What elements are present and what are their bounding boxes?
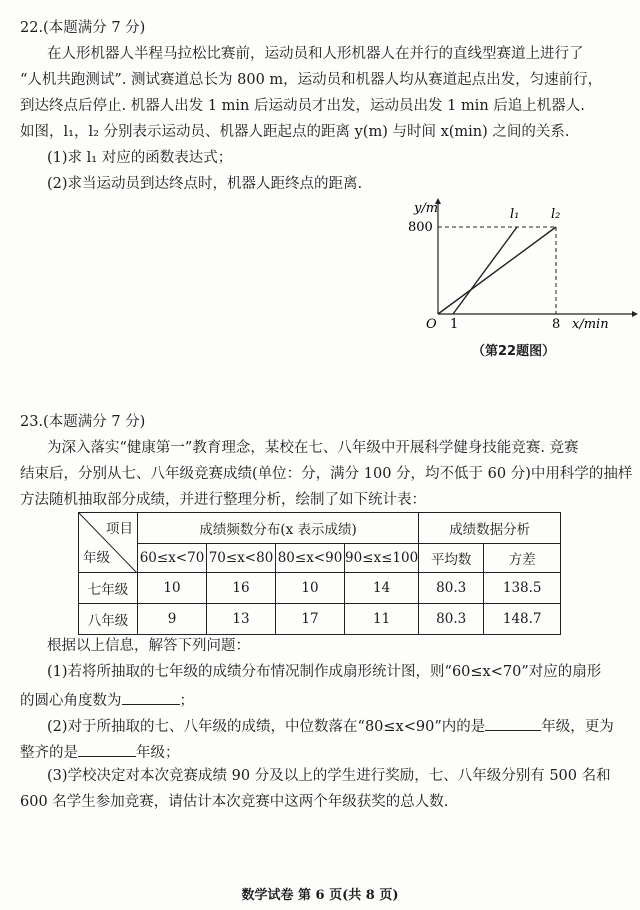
table-cell: 10 xyxy=(138,573,207,604)
table-cell: 17 xyxy=(276,604,345,635)
table-cell: 138.5 xyxy=(484,573,561,604)
q22-text-line-4: 如图，l₁，l₂ 分别表示运动员、机器人距起点的距离 y(m) 与时间 x(min) 之间的关系. xyxy=(20,124,570,140)
q22-text-line-2: “人机共跑测试”. 测试赛道总长为 800 m，运动员和机器人均从赛道起点出发，匀速前行， xyxy=(20,72,603,88)
table-corner-cell xyxy=(79,513,138,573)
origin-label: O xyxy=(426,317,437,332)
q22-subquestion-2: (2)求当运动员到达终点时，机器人距终点的距离. xyxy=(47,176,363,192)
answer-blank-consistent-grade[interactable] xyxy=(78,740,136,757)
table-cell: 80.3 xyxy=(419,604,484,635)
table-row xyxy=(79,573,561,604)
page-footer: 数学试卷 第 6 页(共 8 页) xyxy=(241,888,399,903)
table-cell: 80.3 xyxy=(419,573,484,604)
x-tick-1: 1 xyxy=(450,317,459,332)
corner-label-grade: 年级 xyxy=(83,550,110,566)
table-cell: 10 xyxy=(276,573,345,604)
x-axis-arrow xyxy=(632,311,638,317)
col-header-60-70: 60≤x<70 xyxy=(138,544,207,573)
table-cell: 16 xyxy=(207,573,276,604)
q22-subquestion-1: (1)求 l₁ 对应的函数表达式； xyxy=(47,150,233,166)
l2-label: l₂ xyxy=(551,207,561,222)
q23-stats-table xyxy=(78,512,561,635)
x-axis-label: x/min xyxy=(572,317,609,332)
q23-s1-text: 的圆心角度数为 xyxy=(20,693,122,709)
table-row xyxy=(79,604,561,635)
q23-text-line-2: 结束后，分别从七、八年级竞赛成绩(单位：分，满分 100 分，均不低于 60 分)中用科学的抽样 xyxy=(20,466,633,482)
x-tick-8: 8 xyxy=(552,317,561,332)
answer-blank-median-grade[interactable] xyxy=(485,714,541,731)
q22-text-line-1: 在人形机器人半程马拉松比赛前，运动员和人形机器人在并行的直线型赛道上进行了 xyxy=(47,46,584,62)
q23-heading: 23.(本题满分 7 分) xyxy=(20,414,146,430)
q23-subquestion-1-line-2 xyxy=(20,688,194,711)
col-header-mean: 平均数 xyxy=(419,544,484,573)
q23-subquestion-2-line-1 xyxy=(47,714,614,737)
q23-subquestion-2-line-2 xyxy=(20,740,180,763)
q22-heading: 22.(本题满分 7 分) xyxy=(20,20,146,36)
col-header-90-100: 90≤x≤100 xyxy=(345,544,419,573)
q23-s2b-text: 整齐的是 xyxy=(20,745,78,761)
col-header-70-80: 70≤x<80 xyxy=(207,544,276,573)
col-header-variance: 方差 xyxy=(484,544,561,573)
q23-subquestion-1-line-1: (1)若将所抽取的七年级的成绩分布情况制作成扇形统计图，则“60≤x<70”对应的扇形 xyxy=(47,664,602,680)
header-frequency-group: 成绩频数分布(x 表示成绩) xyxy=(138,513,419,544)
q23-s2b-end: 年级； xyxy=(136,745,180,761)
q23-instructions: 根据以上信息，解答下列问题： xyxy=(47,638,250,654)
row-grade-label: 八年级 xyxy=(79,604,138,635)
l1-label: l₁ xyxy=(510,207,520,222)
table-cell: 13 xyxy=(207,604,276,635)
q23-s2-text: (2)对于所抽取的七、八年级的成绩，中位数落在“80≤x<90”内的是 xyxy=(47,719,486,735)
q23-text-line-3: 方法随机抽取部分成绩，并进行整理分析，绘制了如下统计表： xyxy=(20,492,426,508)
table-cell: 14 xyxy=(345,573,419,604)
q23-text-line-1: 为深入落实“健康第一”教育理念，某校在七、八年级中开展科学健身技能竞赛. 竞赛 xyxy=(47,440,579,456)
table-cell: 11 xyxy=(345,604,419,635)
q22-figure-caption: （第22题图） xyxy=(472,344,556,359)
header-analysis-group: 成绩数据分析 xyxy=(419,513,561,544)
q23-subquestion-3-line-2: 600 名学生参加竞赛，请估计本次竞赛中这两个年级获奖的总人数. xyxy=(20,794,449,810)
q23-s1-end: ； xyxy=(179,693,194,709)
col-header-80-90: 80≤x<90 xyxy=(276,544,345,573)
row-grade-label: 七年级 xyxy=(79,573,138,604)
q23-subquestion-3-line-1: (3)学校决定对本次竞赛成绩 90 分及以上的学生进行奖励，七、八年级分别有 500 名和 xyxy=(47,768,611,784)
line-l2 xyxy=(438,227,556,314)
q22-text-line-3: 到达终点后停止. 机器人出发 1 min 后运动员才出发，运动员出发 1 min 后追上机器人. xyxy=(20,98,585,114)
table-cell: 9 xyxy=(138,604,207,635)
y-axis-label: y/m xyxy=(414,201,439,216)
y-tick-800: 800 xyxy=(408,220,433,235)
q23-s2-mid: 年级，更为 xyxy=(541,719,614,735)
corner-label-item: 项目 xyxy=(106,521,133,537)
answer-blank-angle[interactable] xyxy=(122,688,180,705)
line-l1 xyxy=(453,227,517,314)
table-cell: 148.7 xyxy=(484,604,561,635)
q22-graph xyxy=(400,196,640,336)
